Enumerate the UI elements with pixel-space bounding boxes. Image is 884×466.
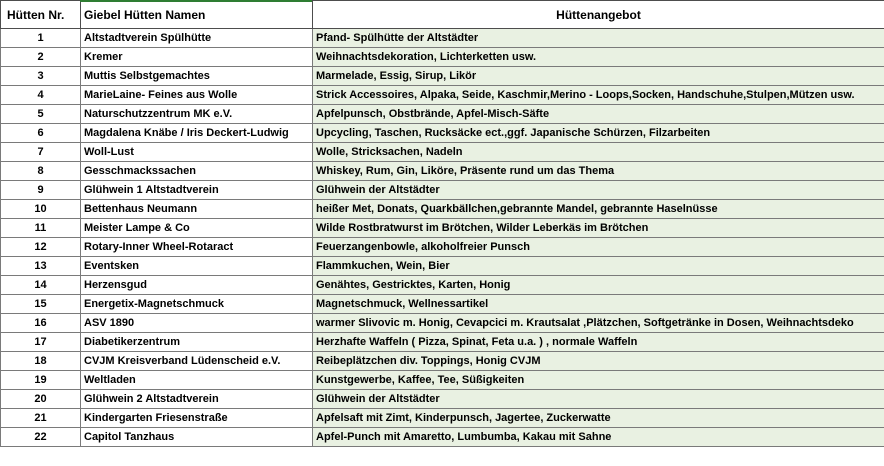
table-row: [1, 314, 884, 333]
table-row: [1, 238, 884, 257]
table-row: [1, 86, 884, 105]
cell-offer[interactable]: Herzhafte Waffeln ( Pizza, Spinat, Feta u.a. ) , normale Waffeln: [313, 333, 884, 352]
cell-name[interactable]: Kindergarten Friesenstraße: [81, 409, 313, 428]
cell-selection-indicator: [80, 0, 312, 2]
cell-name[interactable]: ASV 1890: [81, 314, 313, 333]
cell-offer[interactable]: Strick Accessoires, Alpaka, Seide, Kaschmir,Merino - Loops,Socken, Handschuhe,Stulpen,Mützen usw.: [313, 86, 884, 105]
cell-nr[interactable]: 4: [1, 86, 81, 105]
cell-offer[interactable]: Flammkuchen, Wein, Bier: [313, 257, 884, 276]
table-row: [1, 409, 884, 428]
cell-nr[interactable]: 9: [1, 181, 81, 200]
header-offer[interactable]: Hüttenangebot: [313, 1, 884, 29]
table-row: [1, 124, 884, 143]
cell-nr[interactable]: 19: [1, 371, 81, 390]
cell-offer[interactable]: Pfand- Spülhütte der Altstädter: [313, 29, 884, 48]
cell-offer[interactable]: Glühwein der Altstädter: [313, 390, 884, 409]
cell-nr[interactable]: 8: [1, 162, 81, 181]
cell-offer[interactable]: Feuerzangenbowle, alkoholfreier Punsch: [313, 238, 884, 257]
cell-nr[interactable]: 22: [1, 428, 81, 447]
cell-nr[interactable]: 13: [1, 257, 81, 276]
cell-name[interactable]: Eventsken: [81, 257, 313, 276]
table-row: [1, 105, 884, 124]
cell-offer[interactable]: Marmelade, Essig, Sirup, Likör: [313, 67, 884, 86]
table-row: [1, 352, 884, 371]
cell-nr[interactable]: 17: [1, 333, 81, 352]
header-row: [1, 1, 884, 29]
table-row: [1, 48, 884, 67]
cell-offer[interactable]: Reibeplätzchen div. Toppings, Honig CVJM: [313, 352, 884, 371]
cell-nr[interactable]: 11: [1, 219, 81, 238]
cell-nr[interactable]: 14: [1, 276, 81, 295]
cell-offer[interactable]: Apfel-Punch mit Amaretto, Lumbumba, Kakau mit Sahne: [313, 428, 884, 447]
cell-name[interactable]: Glühwein 1 Altstadtverein: [81, 181, 313, 200]
table-row: [1, 162, 884, 181]
cell-name[interactable]: Woll-Lust: [81, 143, 313, 162]
cell-nr[interactable]: 6: [1, 124, 81, 143]
table-row: [1, 219, 884, 238]
table-row: [1, 371, 884, 390]
table-row: [1, 67, 884, 86]
table-row: [1, 181, 884, 200]
cell-nr[interactable]: 20: [1, 390, 81, 409]
cell-offer[interactable]: Upcycling, Taschen, Rucksäcke ect.,ggf. Japanische Schürzen, Filzarbeiten: [313, 124, 884, 143]
table-row: [1, 29, 884, 48]
cell-name[interactable]: MarieLaine- Feines aus Wolle: [81, 86, 313, 105]
table-row: [1, 276, 884, 295]
cell-nr[interactable]: 10: [1, 200, 81, 219]
cell-offer[interactable]: Apfelsaft mit Zimt, Kinderpunsch, Jagertee, Zuckerwatte: [313, 409, 884, 428]
cell-name[interactable]: Altstadtverein Spülhütte: [81, 29, 313, 48]
cell-name[interactable]: Capitol Tanzhaus: [81, 428, 313, 447]
cell-nr[interactable]: 16: [1, 314, 81, 333]
table-row: [1, 428, 884, 447]
cell-offer[interactable]: Wilde Rostbratwurst im Brötchen, Wilder Leberkäs im Brötchen: [313, 219, 884, 238]
table-row: [1, 295, 884, 314]
cell-offer[interactable]: Glühwein der Altstädter: [313, 181, 884, 200]
cell-offer[interactable]: Genähtes, Gestricktes, Karten, Honig: [313, 276, 884, 295]
table-row: [1, 390, 884, 409]
cell-name[interactable]: Rotary-Inner Wheel-Rotaract: [81, 238, 313, 257]
cell-offer[interactable]: Whiskey, Rum, Gin, Liköre, Präsente rund um das Thema: [313, 162, 884, 181]
table-row: [1, 200, 884, 219]
cell-offer[interactable]: warmer Slivovic m. Honig, Cevapcici m. Krautsalat ,Plätzchen, Softgetränke in Dosen, Weihnachtsdeko: [313, 314, 884, 333]
cell-nr[interactable]: 1: [1, 29, 81, 48]
cell-name[interactable]: Naturschutzzentrum MK e.V.: [81, 105, 313, 124]
cell-name[interactable]: CVJM Kreisverband Lüdenscheid e.V.: [81, 352, 313, 371]
cell-offer[interactable]: Magnetschmuck, Wellnessartikel: [313, 295, 884, 314]
cell-nr[interactable]: 18: [1, 352, 81, 371]
header-name[interactable]: Giebel Hütten Namen: [81, 1, 313, 29]
cell-name[interactable]: Bettenhaus Neumann: [81, 200, 313, 219]
cell-offer[interactable]: Wolle, Stricksachen, Nadeln: [313, 143, 884, 162]
cell-nr[interactable]: 15: [1, 295, 81, 314]
cell-name[interactable]: Gesschmackssachen: [81, 162, 313, 181]
cell-name[interactable]: Glühwein 2 Altstadtverein: [81, 390, 313, 409]
cell-name[interactable]: Magdalena Knäbe / Iris Deckert-Ludwig: [81, 124, 313, 143]
cell-nr[interactable]: 21: [1, 409, 81, 428]
cell-nr[interactable]: 3: [1, 67, 81, 86]
table-row: [1, 143, 884, 162]
cell-nr[interactable]: 7: [1, 143, 81, 162]
cell-name[interactable]: Meister Lampe & Co: [81, 219, 313, 238]
cell-name[interactable]: Muttis Selbstgemachtes: [81, 67, 313, 86]
cell-nr[interactable]: 5: [1, 105, 81, 124]
cell-offer[interactable]: heißer Met, Donats, Quarkbällchen,gebrannte Mandel, gebrannte Haselnüsse: [313, 200, 884, 219]
table-row: [1, 257, 884, 276]
cell-nr[interactable]: 2: [1, 48, 81, 67]
cell-offer[interactable]: Weihnachtsdekoration, Lichterketten usw.: [313, 48, 884, 67]
table-body: [1, 29, 884, 447]
cell-name[interactable]: Kremer: [81, 48, 313, 67]
header-nr[interactable]: Hütten Nr.: [1, 1, 81, 29]
cell-offer[interactable]: Kunstgewerbe, Kaffee, Tee, Süßigkeiten: [313, 371, 884, 390]
cell-name[interactable]: Herzensgud: [81, 276, 313, 295]
cell-nr[interactable]: 12: [1, 238, 81, 257]
cell-name[interactable]: Energetix-Magnetschmuck: [81, 295, 313, 314]
cell-offer[interactable]: Apfelpunsch, Obstbrände, Apfel-Misch-Säfte: [313, 105, 884, 124]
cell-name[interactable]: Weltladen: [81, 371, 313, 390]
cell-name[interactable]: Diabetikerzentrum: [81, 333, 313, 352]
table-row: [1, 333, 884, 352]
